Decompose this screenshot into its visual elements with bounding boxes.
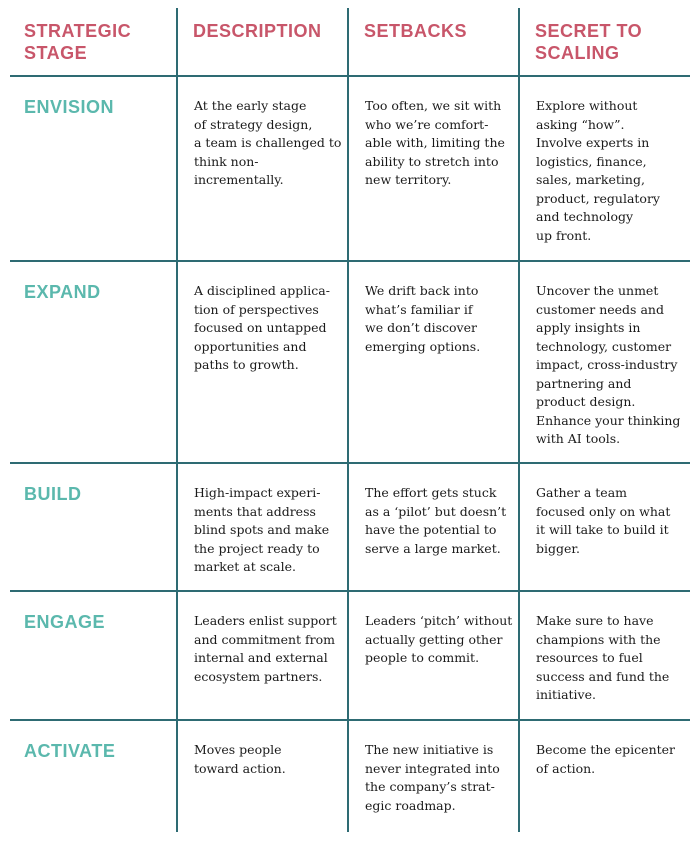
header-description: DESCRIPTION xyxy=(193,21,322,41)
setbacks-activate: The new initiative is never integrated into the company’s strat- egic roadmap. xyxy=(365,742,500,813)
secret-engage: Make sure to have champions with the resources to fuel success and fund the initiative. xyxy=(536,613,670,702)
setbacks-engage: Leaders ‘pitch’ without actually getting other people to commit. xyxy=(365,613,513,665)
description-activate: Moves people toward action. xyxy=(194,742,286,776)
row-divider xyxy=(10,590,690,592)
row-divider xyxy=(10,260,690,262)
setbacks-build: The effort gets stuck as a ‘pilot’ but doesn’t have the potential to serve a large market. xyxy=(365,485,507,556)
header-strategic-stage: STRATEGIC STAGE xyxy=(24,21,132,63)
stage-activate: ACTIVATE xyxy=(24,741,116,761)
header-setbacks: SETBACKS xyxy=(364,21,468,41)
description-expand: A disciplined applica- tion of perspectives focused on untapped opportunities and paths to growth. xyxy=(194,283,330,372)
stage-envision: ENVISION xyxy=(24,97,115,117)
secret-build: Gather a team focused only on what it will take to build it bigger. xyxy=(536,485,671,556)
strategy-table xyxy=(10,8,690,832)
setbacks-expand: We drift back into what’s familiar if we don’t discover emerging options. xyxy=(365,283,481,354)
secret-expand: Uncover the unmet customer needs and apply insights in technology, customer impact, cross-industry partnering and product design. Enhance your thinking with AI tools. xyxy=(536,283,681,446)
column-divider xyxy=(347,8,349,832)
description-envision: At the early stage of strategy design, a team is challenged to think non- incrementally. xyxy=(194,98,342,187)
secret-activate: Become the epicenter of action. xyxy=(536,742,676,776)
row-divider xyxy=(10,719,690,721)
row-divider xyxy=(10,75,690,77)
setbacks-envision: Too often, we sit with who we’re comfort- able with, limiting the ability to stretch into new territory. xyxy=(365,98,505,187)
column-divider xyxy=(518,8,520,832)
column-divider xyxy=(176,8,178,832)
stage-expand: EXPAND xyxy=(24,282,101,302)
row-divider xyxy=(10,462,690,464)
stage-engage: ENGAGE xyxy=(24,612,106,632)
description-engage: Leaders enlist support and commitment from internal and external ecosystem partners. xyxy=(194,613,337,684)
secret-envision: Explore without asking “how”. Involve experts in logistics, finance, sales, marketing, product, regulatory and technology up front. xyxy=(536,98,660,243)
header-secret-to-scaling: SECRET TO SCALING xyxy=(535,21,643,63)
description-build: High-impact experi- ments that address blind spots and make the project ready to market at scale. xyxy=(194,485,330,574)
stage-build: BUILD xyxy=(24,484,82,504)
